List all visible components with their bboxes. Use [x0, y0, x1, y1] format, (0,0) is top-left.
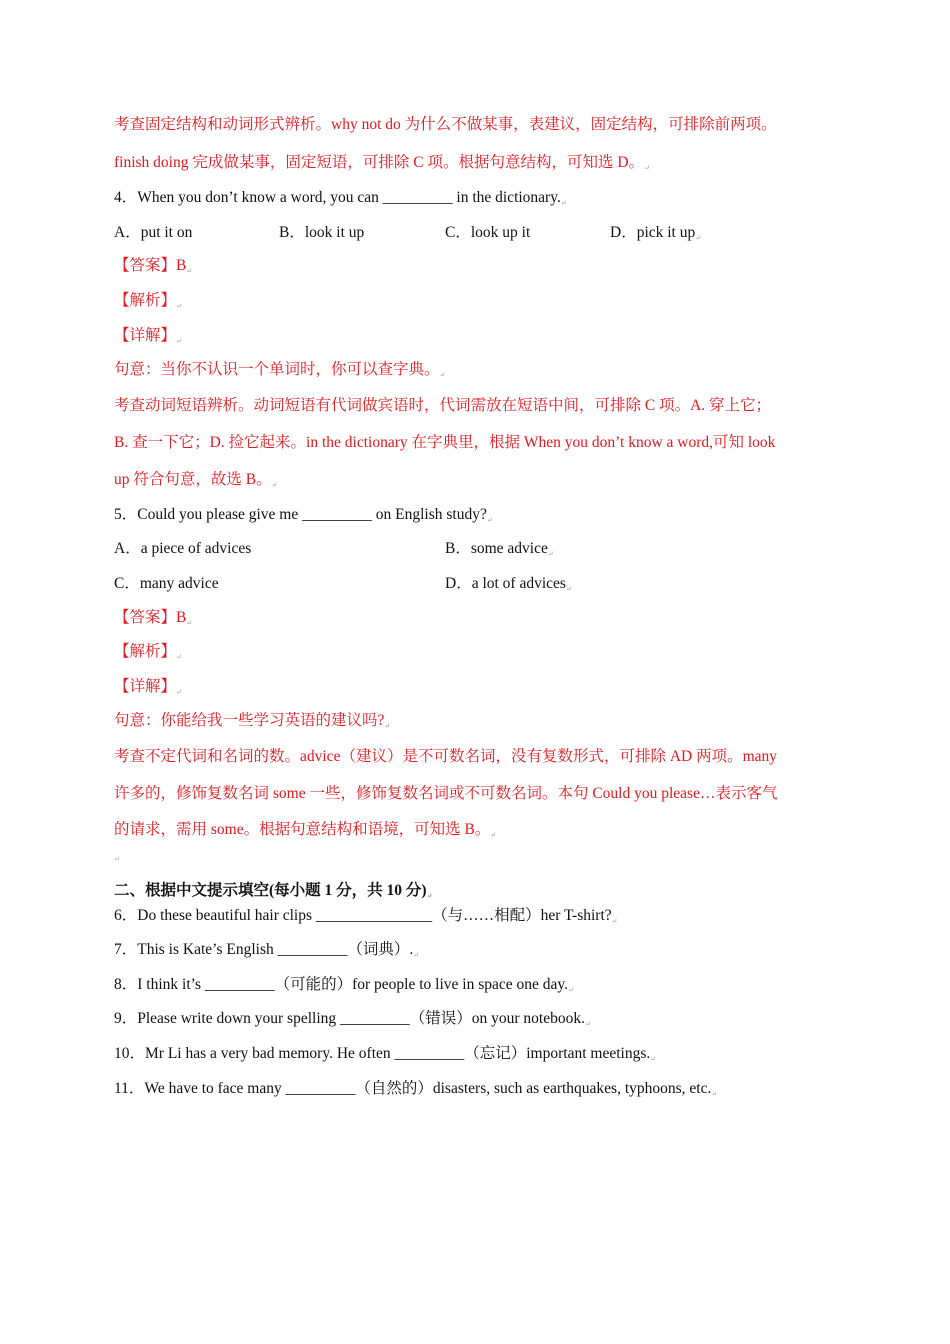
paragraph-mark-icon: ↵: [711, 1090, 718, 1098]
q7-item: 7．This is Kate’s English _________（词典）.↵: [114, 941, 420, 959]
paragraph-mark-icon: ↵: [114, 855, 120, 863]
q4-analysis-label: 【解析】↵: [114, 292, 182, 310]
q8-item: 8．I think it’s _________（可能的）for people to live in space one day.↵: [114, 976, 574, 994]
paragraph-mark-icon: ↵: [176, 302, 182, 310]
paragraph-mark-icon: ↵: [176, 337, 182, 345]
q4-stem: 4．When you don’t know a word, you can _________ in the dictionary.↵: [114, 189, 567, 207]
q5-option-d: D．a lot of advices↵: [445, 575, 572, 593]
q3-explanation-line-1: 考查固定结构和动词形式辨析。why not do 为什么不做某事，表建议，固定结构，可排除前两项。: [114, 116, 777, 133]
paragraph-mark-icon: ↵: [439, 371, 446, 379]
paragraph-mark-icon: ↵: [413, 951, 420, 959]
empty-paragraph: [114, 843, 120, 870]
paragraph-mark-icon: ↵: [271, 481, 278, 489]
q5-explanation-line-3: 的请求，需用 some。根据句意结构和语境，可知选 B。↵: [114, 821, 497, 839]
q5-answer: 【答案】B↵: [114, 609, 193, 627]
q5-detail-label: 【详解】↵: [114, 678, 182, 696]
q4-explanation-line-1: 考查动词短语辨析。动词短语有代词做宾语时，代词需放在短语中间，可排除 C 项。A. 穿上它；: [114, 397, 772, 414]
paragraph-mark-icon: ↵: [695, 234, 702, 242]
paragraph-mark-icon: ↵: [176, 688, 182, 696]
paragraph-mark-icon: ↵: [547, 550, 554, 558]
paragraph-mark-icon: ↵: [568, 986, 574, 994]
paragraph-mark-icon: ↵: [650, 1055, 657, 1063]
q9-item: 9．Please write down your spelling _________（错误）on your notebook.↵: [114, 1010, 591, 1028]
q4-answer: 【答案】B↵: [114, 257, 193, 275]
q6-item: 6．Do these beautiful hair clips _______________（与……相配）her T-shirt?↵: [114, 907, 618, 925]
paragraph-mark-icon: ↵: [176, 653, 182, 661]
paragraph-mark-icon: ↵: [644, 164, 650, 172]
paragraph-mark-icon: ↵: [490, 831, 497, 839]
q5-meaning: 句意：你能给我一些学习英语的建议吗?↵: [114, 712, 391, 730]
paragraph-mark-icon: ↵: [584, 1020, 591, 1028]
q4-option-b: B．look it up: [279, 224, 365, 241]
q10-item: 10．Mr Li has a very bad memory. He often _________（忘记）important meetings.↵: [114, 1045, 657, 1063]
paragraph-mark-icon: ↵: [426, 892, 433, 900]
q5-analysis-label: 【解析】↵: [114, 643, 182, 661]
paragraph-mark-icon: ↵: [186, 619, 193, 627]
q4-detail-label: 【详解】↵: [114, 327, 182, 345]
q4-option-d: D．pick it up↵: [610, 224, 702, 242]
q3-explanation-line-2: finish doing 完成做某事，固定短语，可排除 C 项。根据句意结构，可知选 D。↵: [114, 154, 650, 172]
q4-option-a: A．put it on: [114, 224, 193, 241]
section-2-heading: 二、根据中文提示填空(每小题 1 分，共 10 分)↵: [114, 882, 433, 900]
q5-explanation-line-1: 考查不定代词和名词的数。advice（建议）是不可数名词，没有复数形式，可排除 AD 两项。many: [114, 748, 778, 765]
paragraph-mark-icon: ↵: [611, 917, 618, 925]
q11-item: 11．We have to face many _________（自然的）disasters, such as earthquakes, typhoons, etc.↵: [114, 1080, 718, 1098]
q5-option-c: C．many advice: [114, 575, 219, 592]
paragraph-mark-icon: ↵: [486, 516, 493, 524]
q5-stem: 5．Could you please give me _________ on English study?↵: [114, 506, 493, 524]
paragraph-mark-icon: ↵: [186, 267, 193, 275]
q4-option-c: C．look up it: [445, 224, 531, 241]
paragraph-mark-icon: ↵: [565, 585, 572, 593]
q4-meaning: 句意：当你不认识一个单词时，你可以查字典。↵: [114, 361, 446, 379]
paragraph-mark-icon: ↵: [384, 722, 391, 730]
q4-explanation-line-3: up 符合句意，故选 B。↵: [114, 471, 278, 489]
paragraph-mark-icon: ↵: [560, 199, 567, 207]
q4-explanation-line-2: B. 查一下它；D. 捡它起来。in the dictionary 在字典里，根据 When you don’t know a word,可知 look: [114, 434, 776, 451]
q5-option-a: A．a piece of advices: [114, 540, 252, 557]
q5-explanation-line-2: 许多的，修饰复数名词 some 一些，修饰复数名词或不可数名词。本句 Could you please…表示客气: [114, 785, 778, 802]
q5-option-b: B．some advice↵: [445, 540, 554, 558]
